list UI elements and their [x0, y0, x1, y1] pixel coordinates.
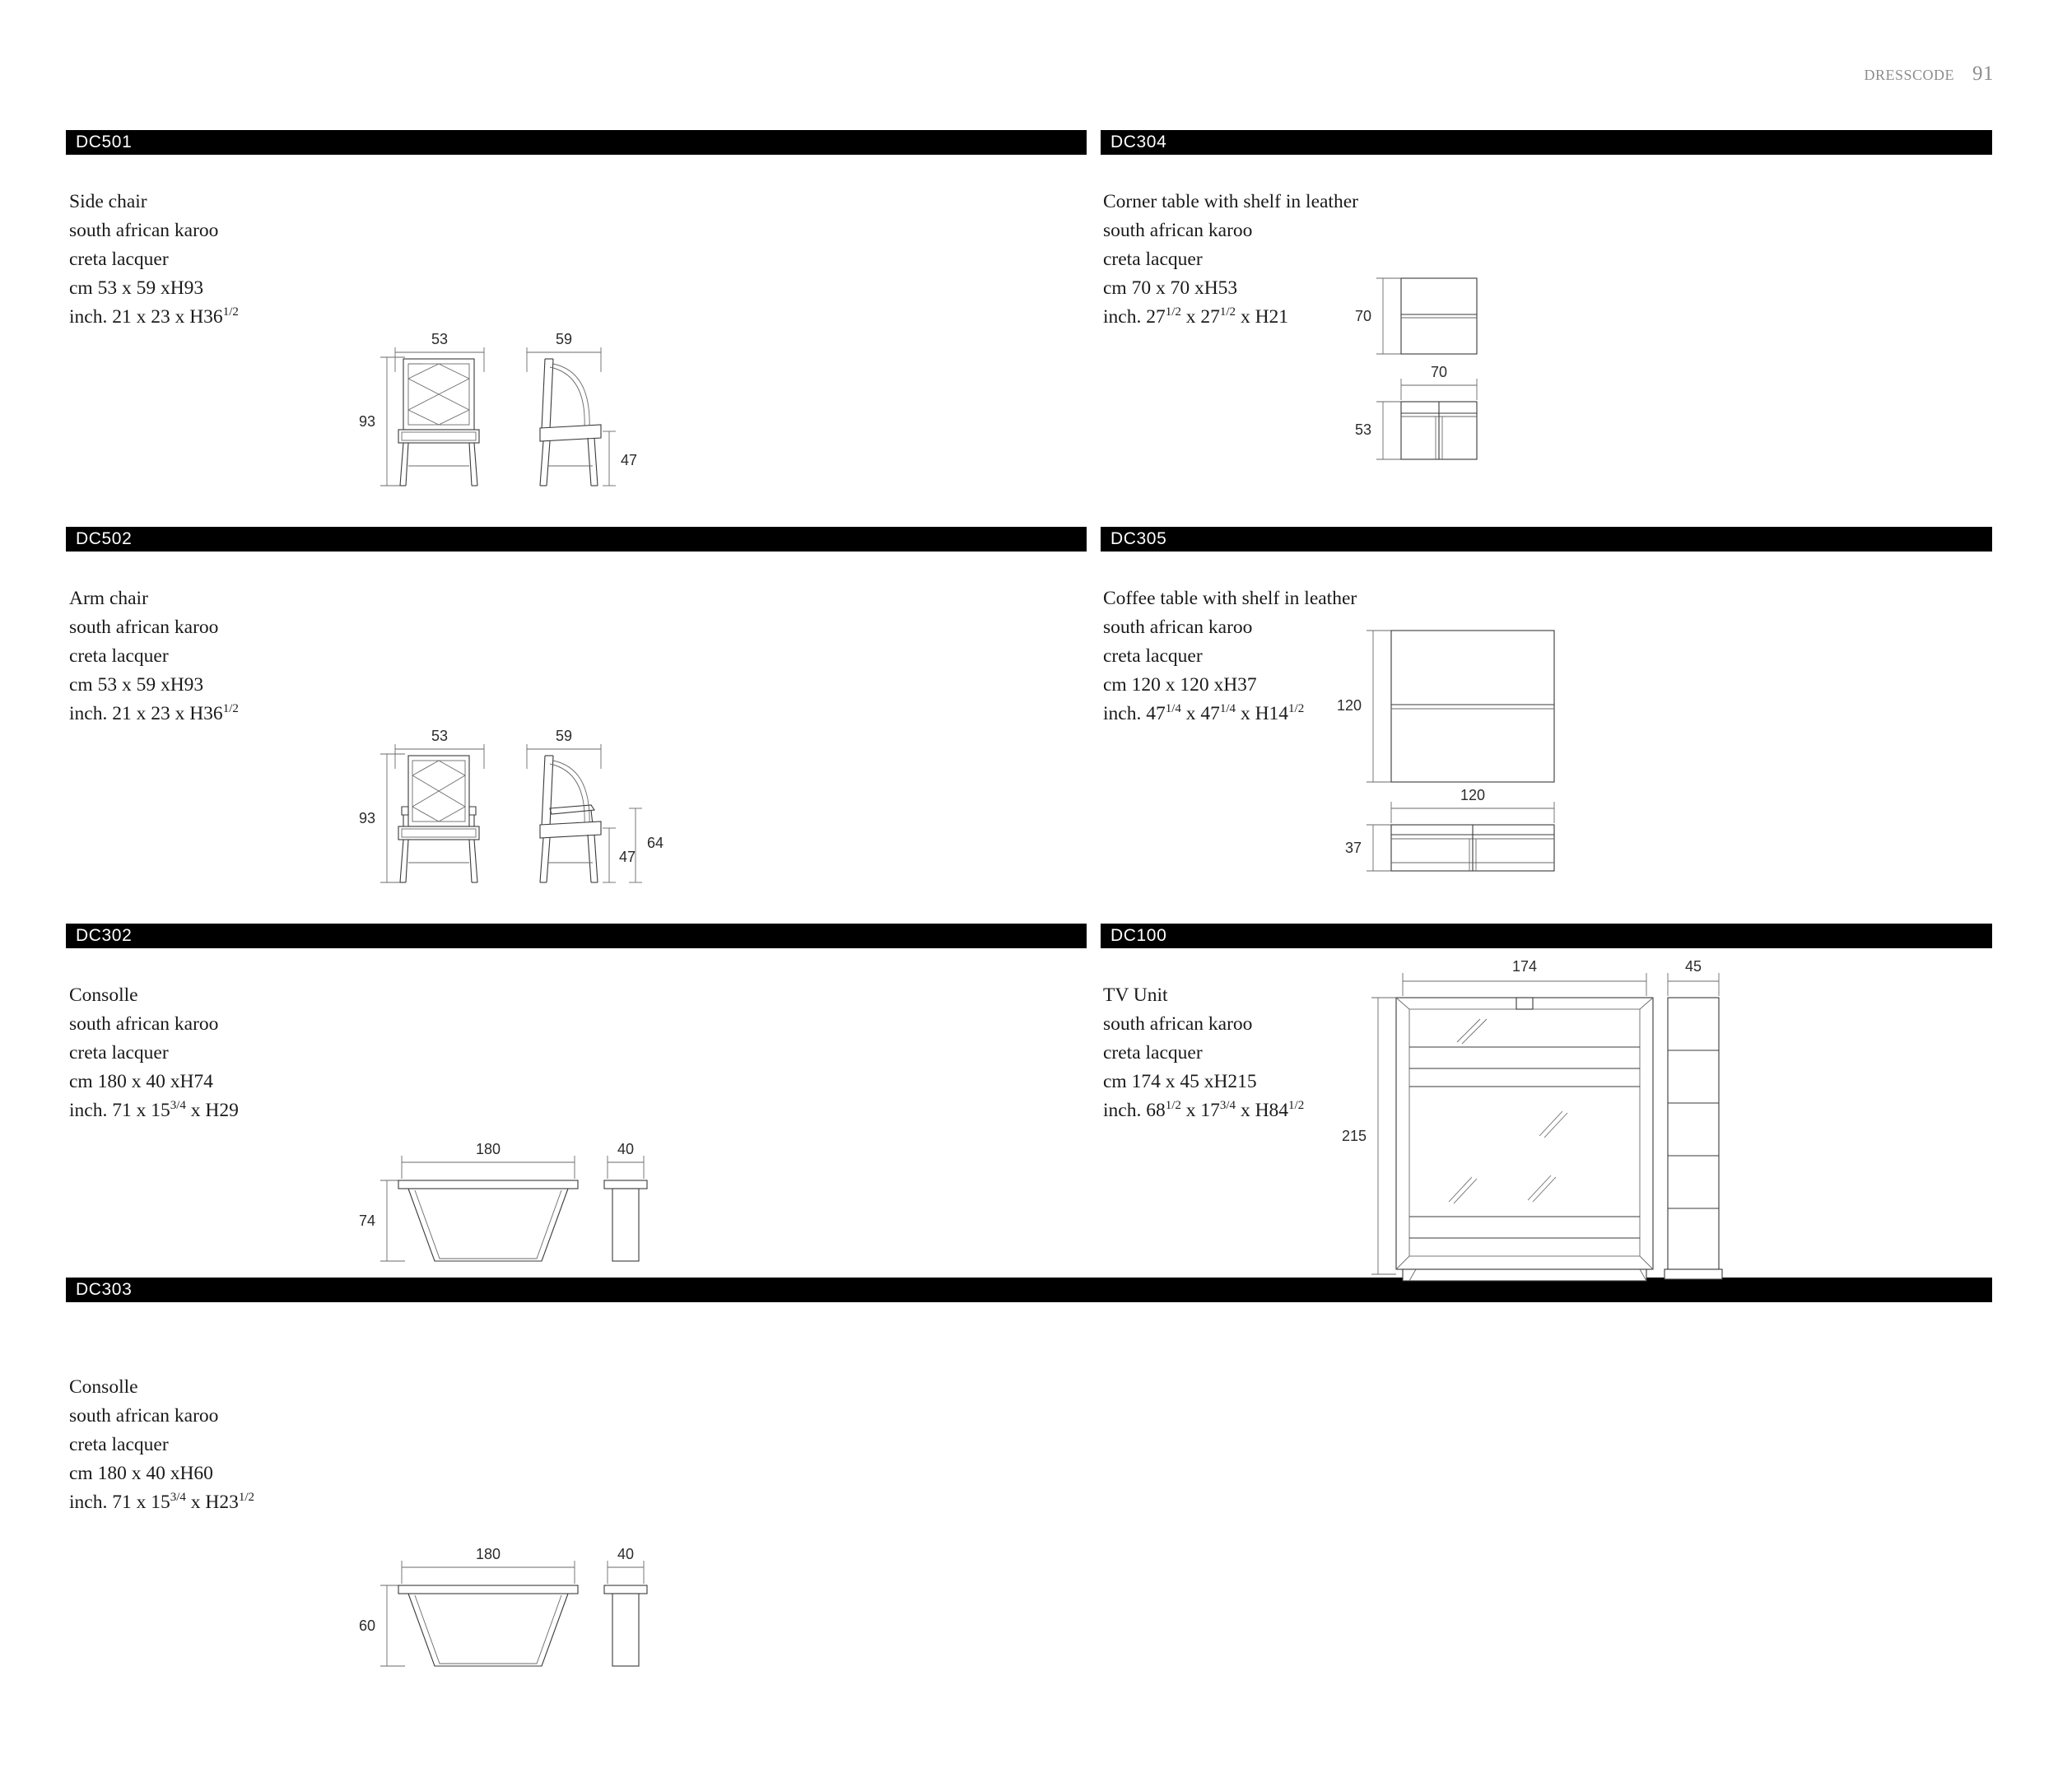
- section-code-dc100: DC100: [1110, 926, 1167, 945]
- spec-line: creta lacquer: [69, 249, 169, 270]
- spec-line: creta lacquer: [1103, 1042, 1203, 1064]
- spec-dc304: [1103, 188, 1358, 332]
- dim-side-height-label: 37: [1344, 840, 1362, 856]
- dim-side-height-label: 53: [1354, 421, 1371, 438]
- dim-plan-width-label: 70: [1430, 364, 1448, 380]
- section-code-dc302: DC302: [76, 926, 133, 945]
- spec-line: creta lacquer: [69, 1042, 169, 1064]
- spec-dc305: [1103, 584, 1357, 728]
- spec-line: south african karoo: [1103, 1013, 1253, 1035]
- dim-width-label: 180: [475, 1141, 501, 1157]
- dim-height-label: 215: [1341, 1128, 1367, 1144]
- spec-line: Corner table with shelf in leather: [1103, 191, 1358, 212]
- spec-line: creta lacquer: [69, 1434, 169, 1455]
- dim-seat-label: 47: [621, 452, 638, 468]
- section-bar-dc302: [66, 924, 1087, 948]
- spec-line: cm 53 x 59 xH93: [69, 674, 204, 696]
- dim-depth-label: 59: [555, 331, 573, 347]
- spec-line: TV Unit: [1103, 984, 1168, 1006]
- dim-front-height-label: 120: [1336, 697, 1362, 714]
- spec-line: cm 53 x 59 xH93: [69, 277, 204, 299]
- page-number: 91: [1972, 63, 1994, 85]
- spec-line: south african karoo: [69, 1405, 219, 1427]
- dim-width-label: 174: [1511, 958, 1538, 975]
- section-bar-dc501: [66, 130, 1087, 155]
- spec-line-inch: inch. 21 x 23 x $H36^{1/2}$: [69, 305, 239, 328]
- spec-line-inch: inch. $47^{1/4}$ x $47^{1/4}$ x $H14^{1/2}$: [1103, 702, 1305, 724]
- catalog-title: dresscode: [1864, 63, 1954, 85]
- spec-line: Arm chair: [69, 588, 148, 609]
- spec-dc302: [69, 981, 239, 1125]
- section-bar-dc502: [66, 527, 1087, 552]
- spec-line: Consolle: [69, 1376, 138, 1398]
- spec-line: creta lacquer: [69, 645, 169, 667]
- dim-depth-label: 40: [617, 1141, 635, 1157]
- section-bar-dc304: [1101, 130, 1992, 155]
- spec-dc100: [1103, 981, 1304, 1125]
- spec-line-inch: inch. 71 x $15^{3/4}$ x H29: [69, 1099, 239, 1121]
- spec-dc501: [69, 188, 239, 332]
- spec-line-inch: inch. 21 x 23 x $H36^{1/2}$: [69, 702, 239, 724]
- dim-width-label: 53: [431, 728, 449, 744]
- section-bar-dc305: [1101, 527, 1992, 552]
- dim-height-label: 74: [358, 1213, 375, 1229]
- section-code-dc502: DC502: [76, 529, 133, 548]
- spec-line-inch: inch. $27^{1/2}$ x $27^{1/2}$ x H21: [1103, 305, 1289, 328]
- dim-side-width-label: 45: [1684, 958, 1702, 975]
- spec-dc303: [69, 1373, 254, 1517]
- section-code-dc303: DC303: [76, 1280, 133, 1299]
- section-code-dc304: DC304: [1110, 133, 1167, 151]
- spec-line: south african karoo: [69, 1013, 219, 1035]
- dim-width-label: 180: [475, 1546, 501, 1562]
- spec-line: south african karoo: [1103, 220, 1253, 241]
- dim-width-label: 53: [431, 331, 449, 347]
- spec-line: creta lacquer: [1103, 645, 1203, 667]
- spec-line: cm 120 x 120 xH37: [1103, 674, 1257, 696]
- drawing-dc304: [1334, 263, 1597, 502]
- drawing-dc502: [329, 718, 716, 907]
- dim-depth-label: 40: [617, 1546, 635, 1562]
- spec-line: cm 174 x 45 xH215: [1103, 1071, 1257, 1092]
- spec-line: south african karoo: [69, 617, 219, 638]
- spec-line: cm 70 x 70 xH53: [1103, 277, 1238, 299]
- drawing-dc303: [329, 1546, 741, 1706]
- spec-line: Side chair: [69, 191, 147, 212]
- spec-dc502: [69, 584, 239, 728]
- dim-height-label: 60: [358, 1617, 375, 1634]
- dim-height-label: 93: [358, 413, 375, 430]
- spec-line: Consolle: [69, 984, 138, 1006]
- spec-line: Coffee table with shelf in leather: [1103, 588, 1357, 609]
- drawing-dc501: [329, 321, 708, 510]
- dim-front-height-label: 70: [1354, 308, 1371, 324]
- spec-line: south african karoo: [1103, 617, 1253, 638]
- dim-arm-label: 64: [647, 835, 664, 851]
- dim-depth-label: 59: [555, 728, 573, 744]
- section-code-dc501: DC501: [76, 133, 133, 151]
- dim-height-label: 93: [358, 810, 375, 826]
- spec-line: cm 180 x 40 xH74: [69, 1071, 213, 1092]
- drawing-dc100: [1334, 958, 1720, 1307]
- spec-line-inch: inch. $68^{1/2}$ x $17^{3/4}$ x $H84^{1/2}$: [1103, 1099, 1305, 1121]
- spec-line: creta lacquer: [1103, 249, 1203, 270]
- spec-line: south african karoo: [69, 220, 219, 241]
- spec-line-inch: inch. 71 x $15^{3/4}$ x $H23^{1/2}$: [69, 1491, 255, 1513]
- dim-seat-label: 47: [619, 849, 636, 865]
- dim-plan-width-label: 120: [1460, 787, 1486, 803]
- section-bar-dc100: [1101, 924, 1992, 948]
- drawing-dc305: [1334, 616, 1613, 879]
- section-code-dc305: DC305: [1110, 529, 1167, 548]
- page-header: [1864, 63, 1994, 86]
- spec-line: cm 180 x 40 xH60: [69, 1463, 213, 1484]
